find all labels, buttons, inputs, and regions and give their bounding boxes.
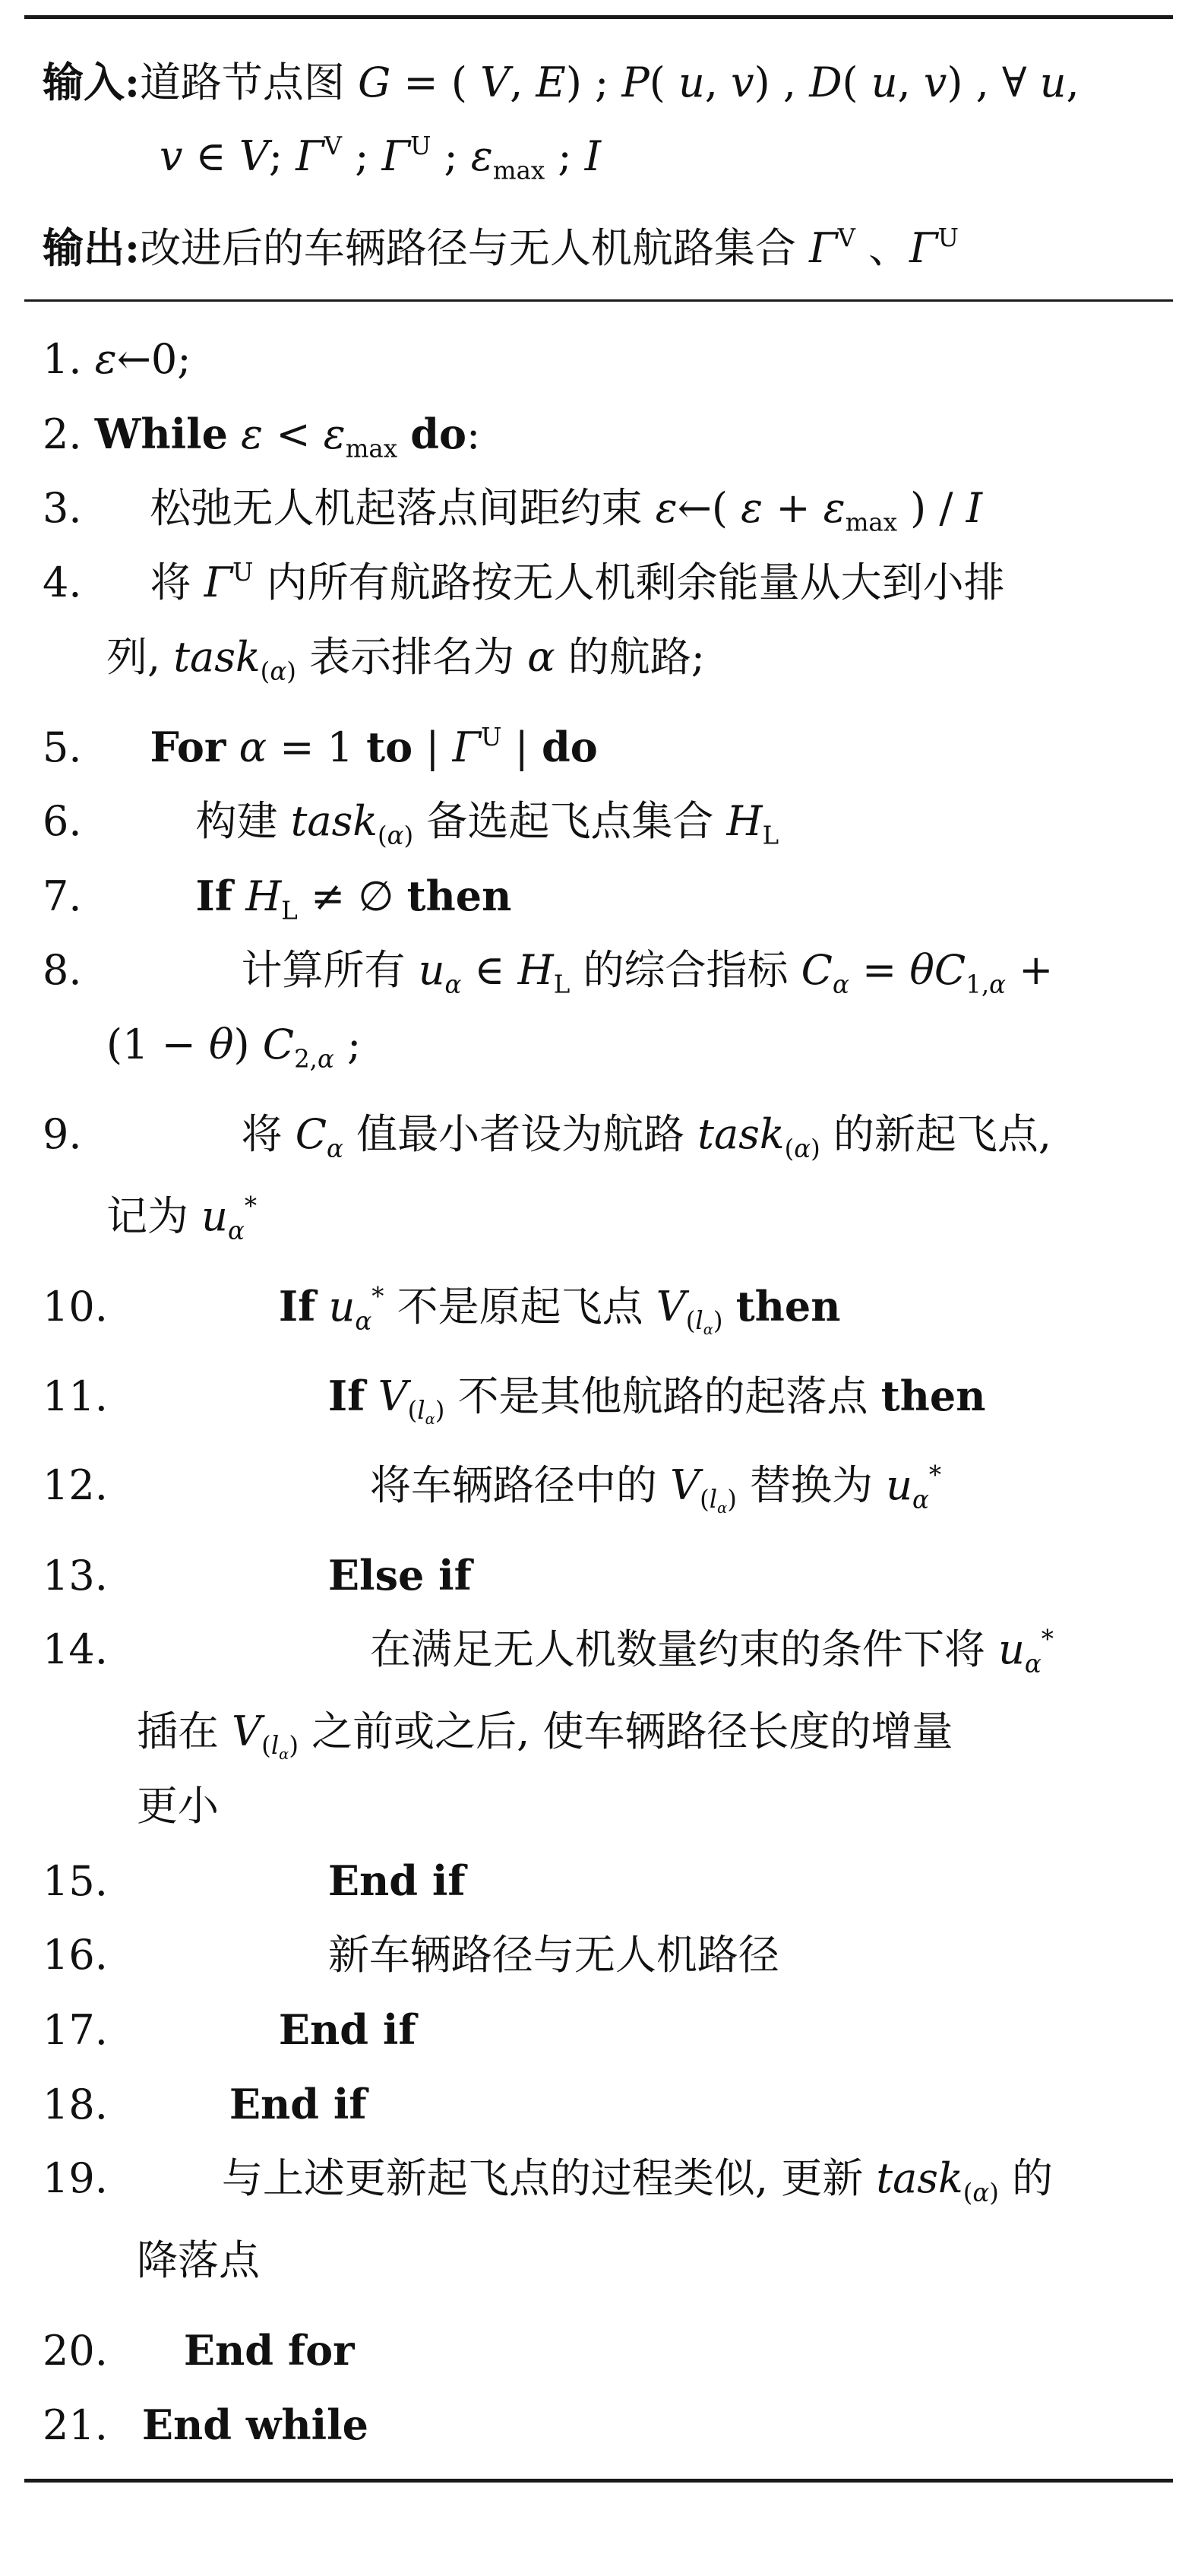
- step-14: 14. 在满足无人机数量约束的条件下将 $u_\alpha^*$: [43, 1624, 1054, 1679]
- output-line: 输出:改进后的车辆路径与无人机航路集合 $\Gamma^V$ 、$\Gamma^U$: [43, 223, 959, 272]
- input-line-2: v ∈ V; $\Gamma^V$ ; $\Gamma^U$ ; $\varepsilon_{max}$ ; I: [160, 131, 602, 185]
- step-5: 5. For α = 1 to | $\Gamma^U$ | do: [43, 722, 598, 771]
- step-8: 8. 计算所有 $u_\alpha$ ∈ $H_L$ 的综合指标 $C_\alpha = \theta C_{1,\alpha}$ +: [43, 946, 1054, 999]
- step-11: 11. If $V_{(l_\alpha)}$ 不是其他航路的起落点 then: [43, 1372, 986, 1429]
- step-18: 18. End if: [43, 2080, 367, 2128]
- output-label: 输出:: [43, 223, 140, 272]
- step-6: 6. 构建 task$_{(\alpha)}$ 备选起飞点集合 $H_L$: [43, 797, 779, 850]
- step-1: 1. ε←0;: [43, 335, 191, 383]
- step-17: 17. End if: [43, 2005, 416, 2054]
- step-16: 16. 新车辆路径与无人机路径: [43, 1931, 779, 1979]
- step-9-cont: 记为 $u_\alpha^*$: [106, 1191, 258, 1245]
- step-4: 4. 将 $\Gamma^U$ 内所有航路按无人机剩余能量从大到小排: [43, 557, 1005, 606]
- input-label: 输入:: [43, 58, 140, 106]
- step-21: 21. End while: [43, 2400, 368, 2449]
- step-9: 9. 将 $C_\alpha$ 值最小者设为航路 task$_{(\alpha)}$ 的新起飞点,: [43, 1110, 1052, 1163]
- step-19-cont: 降落点: [137, 2236, 260, 2284]
- step-7: 7. If $H_L$ ≠ ∅ then: [43, 872, 512, 926]
- step-14-cont-1: 插在 $V_{(l_\alpha)}$ 之前或之后, 使车辆路径长度的增量: [137, 1707, 953, 1764]
- step-13: 13. Else if: [43, 1551, 472, 1600]
- step-19: 19. 与上述更新起飞点的过程类似, 更新 task$_{(\alpha)}$ 的: [43, 2154, 1054, 2207]
- step-2: 2. While $\varepsilon < \varepsilon_{max}$ do:: [43, 410, 481, 464]
- step-4-cont: 列, task$_{(\alpha)}$ 表示排名为 α 的航路;: [106, 633, 705, 686]
- step-15: 15. End if: [43, 1856, 466, 1905]
- step-3: 3. 松弛无人机起落点间距约束 ε←( $\varepsilon + \varepsilon_{max}$ ) / I: [43, 484, 983, 537]
- step-20: 20. End for: [43, 2326, 355, 2375]
- step-10: 10. If $u_\alpha^*$ 不是原起飞点 $V_{(l_\alpha)}$ then: [43, 1281, 841, 1339]
- top-rule: [24, 15, 1173, 19]
- bottom-rule: [24, 2479, 1173, 2483]
- input-line-1: 输入:道路节点图 G = ( V, E) ; P( u, v) , D( u, v) , ∀ u,: [43, 58, 1079, 106]
- step-12: 12. 将车辆路径中的 $V_{(l_\alpha)}$ 替换为 $u_\alpha^*$: [43, 1460, 942, 1517]
- step-14-cont-2: 更小: [137, 1782, 219, 1830]
- step-8-cont: (1 − θ) $C_{2,\alpha}$ ;: [106, 1021, 362, 1074]
- header-rule: [24, 299, 1173, 302]
